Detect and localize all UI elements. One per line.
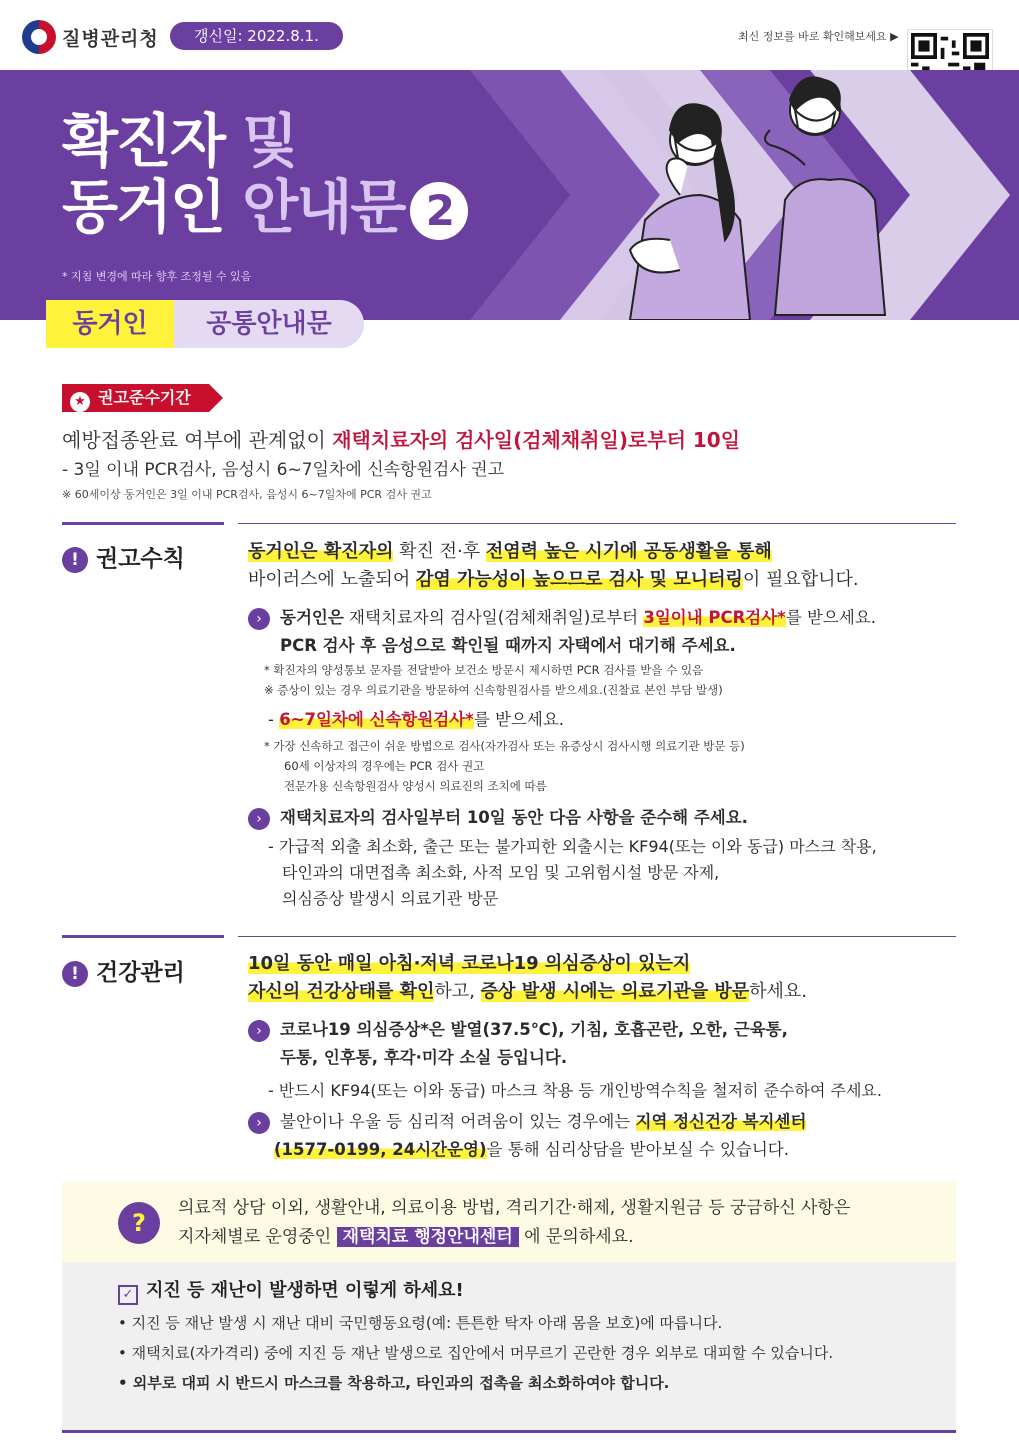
rules-notes-2 [264,736,745,796]
rules-d2a: - 가급적 외출 최소화, 출근 또는 불가피한 외출시는 KF94(또는 이와 동급) 마스크 착용, [268,837,877,856]
health-b1a: 코로나19 의심증상*은 발열(37.5℃), 기침, 호흡곤란, 오한, 근육통, [280,1020,788,1039]
contact-l2a: 지자체별로 운영중인 [178,1227,337,1247]
rules-d1a: - [268,710,280,729]
tab-cohabitant: 동거인 [46,300,174,348]
period-tag-label: 권고준수기간 [98,388,191,407]
health-b2b: 지역 정신건강 복지센터 [635,1112,807,1131]
contact-text [178,1194,850,1252]
rules-b1d: 를 받으세요. [785,608,876,627]
rules-l1a: 동거인은 확진자의 [248,541,394,562]
title-line1-a: 확진자 [62,107,225,175]
rules-10days-details [268,834,877,912]
disaster-title [118,1276,464,1305]
health-mental [248,1108,806,1164]
adjustment-note: * 지침 변경에 따라 향후 조정될 수 있음 [62,270,252,283]
people-illustration-icon [600,70,920,320]
health-b2c: (1577-0199, 24시간운영) [274,1140,487,1159]
title-number-badge: 2 [410,182,468,240]
rules-intro [248,538,859,594]
health-l2d: 하세요. [749,981,808,1002]
health-b1b: 두통, 인후통, 후각·미각 소실 등입니다. [280,1048,568,1067]
chevron-right-icon: › [248,808,270,830]
rules-n1: * 확진자의 양성통보 문자를 전달받아 보건소 방문시 제시하면 PCR 검사를 받을 수 있음 [264,663,704,677]
rules-d1b: 6~7일차에 신속항원검사* [279,710,474,729]
org-name: 질병관리청 [62,28,159,50]
rules-l2a: 바이러스에 노출되어 [248,569,416,590]
rules-n2: ※ 증상이 있는 경우 의료기관을 방문하여 신속항원검사를 받으세요.(진찰료 본인 부담 발생) [264,683,723,697]
rules-heading-label: 권고수칙 [96,546,185,572]
rules-l2b: 감염 가능성이 높으므로 검사 및 모니터링 [415,569,743,590]
list-item: • 외부로 대피 시 반드시 마스크를 착용하고, 타인과의 접촉을 최소화하여야 합니다. [118,1374,670,1392]
chevron-right-icon: › [248,1112,270,1134]
health-mask: - 반드시 KF94(또는 이와 동급) 마스크 착용 등 개인방역수칙을 철저히 준수하여 주세요. [268,1081,882,1100]
health-heading-label: 건강관리 [96,960,185,986]
latest-info-label: 최신 정보를 바로 확인해보세요 ▶ [738,30,899,43]
rules-d1c: 를 받으세요. [473,710,565,729]
org-logo-icon [22,20,56,54]
section-divider-bold [62,522,224,525]
period-main-a: 예방접종완료 여부에 관계없이 [62,428,333,452]
rules-n4: 60세 이상자의 경우에는 PCR 검사 권고 [284,759,485,773]
rules-d2b: 타인과의 대면접촉 최소화, 사적 모임 및 고위험시설 방문 자제, [282,863,720,882]
period-tag [62,384,209,412]
section-divider-bold [62,935,224,938]
title-line2-a: 동거인 [62,173,225,241]
list-item: • 재택치료(자가격리) 중에 지진 등 재난 발생으로 집안에서 머무르기 곤란한 경우 외부로 대피할 수 있습니다. [118,1344,834,1362]
period-main [62,424,740,453]
contact-center-label: 재택치료 행정안내센터 [337,1227,519,1247]
health-b2d: 을 통해 심리상담을 받아보실 수 있습니다. [486,1140,789,1159]
list-item: • 지진 등 재난 발생 시 재난 대비 국민행동요령(예: 튼튼한 탁자 아래 몸을 보호)에 따릅니다. [118,1314,723,1332]
health-l1: 10일 동안 매일 아침·저녁 코로나19 의심증상이 있는지 [248,953,691,974]
rules-l2c: 이 필요합니다. [742,569,859,590]
health-l2c: 증상 발생 시에는 의료기관을 방문 [480,981,750,1002]
rules-bullet-pcr [248,604,876,660]
chevron-right-icon: › [248,608,270,630]
checkbox-icon: ✓ [118,1285,138,1305]
rules-l1b: 확진 전·후 [393,541,486,562]
alert-icon: ! [62,547,88,573]
health-intro [248,950,807,1006]
rules-bullet-10days [248,804,748,832]
health-b2a: 불안이나 우울 등 심리적 어려움이 있는 경우에는 [280,1112,636,1131]
health-heading [62,954,185,987]
rules-b1b: 재택치료자의 검사일(검체채취일)로부터 [343,608,644,627]
rules-l1c: 전염력 높은 시기에 공동생활을 통해 [485,541,772,562]
period-sub: - 3일 이내 PCR검사, 음성시 6~7일차에 신속항원검사 권고 [62,460,505,480]
rules-n3: * 가장 신속하고 접근이 쉬운 방법으로 검사(자가검사 또는 유증상시 검사시행 의료기관 방문 등) [264,739,745,753]
tab-common-guide: 공통안내문 [174,300,364,348]
alert-icon: ! [62,961,88,987]
star-icon: ★ [70,392,90,412]
disaster-title-label: 지진 등 재난이 발생하면 이렇게 하세요! [146,1280,464,1301]
rules-heading [62,540,185,573]
section-divider [238,523,956,524]
rules-rapid-test [268,706,564,734]
rules-b1e: PCR 검사 후 음성으로 확인될 때까지 자택에서 대기해 주세요. [280,636,736,655]
period-main-b: 재택치료자의 검사일(검체채취일)로부터 10일 [332,428,741,452]
chevron-right-icon: › [248,1020,270,1042]
rules-notes-1 [264,660,723,700]
page-title [62,108,468,240]
updated-date-badge: 갱신일: 2022.8.1. [170,22,343,50]
rules-b2: 재택치료자의 검사일부터 10일 동안 다음 사항을 준수해 주세요. [280,808,748,827]
question-icon: ? [118,1202,160,1244]
disaster-list [118,1308,833,1398]
rules-b1c: 3일이내 PCR검사* [643,608,786,627]
rules-d2c: 의심증상 발생시 의료기관 방문 [282,889,499,908]
section-divider [238,936,956,937]
contact-l1: 의료적 상담 이외, 생활안내, 의료이용 방법, 격리기간·해제, 생활지원금 등 궁금하신 사항은 [178,1198,851,1218]
period-note: ※ 60세이상 동거인은 3일 이내 PCR검사, 음성시 6~7일차에 PCR 검사 권고 [62,488,432,501]
title-line1-b: 및 [242,107,297,175]
rules-n5: 전문가용 신속항원검사 양성시 의료진의 조치에 따름 [284,779,547,793]
health-l2b: 하고, [434,981,481,1002]
rules-b1a: 동거인은 [280,608,344,627]
contact-l2c: 에 문의하세요. [518,1227,634,1247]
health-symptoms [248,1016,788,1072]
health-l2a: 자신의 건강상태를 확인 [248,981,435,1002]
title-line2-b: 안내문 [242,173,405,241]
